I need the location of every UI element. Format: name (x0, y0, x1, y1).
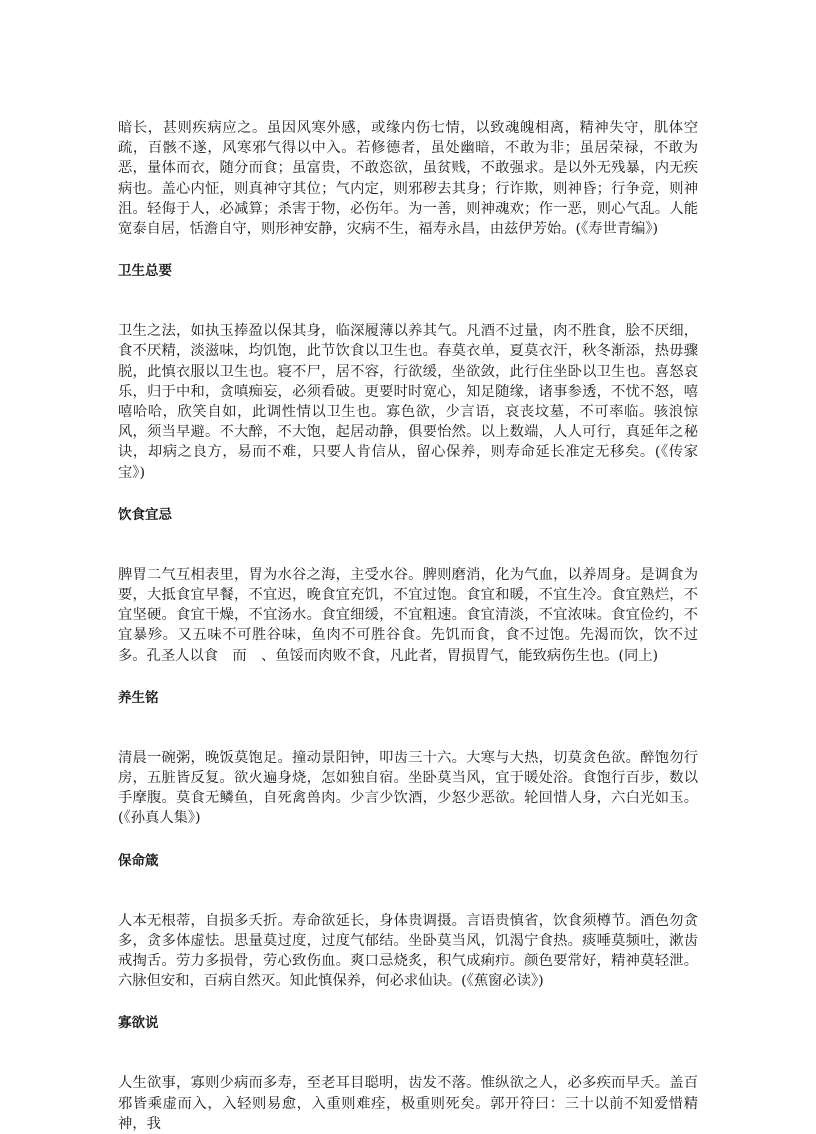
spacer (118, 666, 698, 688)
spacer (118, 991, 698, 1013)
spacer (118, 483, 698, 505)
spacer (118, 281, 698, 321)
section-heading-yinshi-yiji: 饮食宜忌 (118, 506, 172, 523)
spacer (118, 1033, 698, 1073)
section-heading-yangsheng-ming: 养生铭 (118, 689, 159, 706)
spacer (118, 239, 698, 261)
section-1-text: 卫生之法，如执玉捧盈以保其身，临深履薄以养其气。凡酒不过量，肉不胜食，脍不厌细，食不厌精，淡滋味，均饥饱，此节饮食以卫生也。春莫衣单，夏莫衣汗，秋冬渐添，热毋骤脱，此慎衣服以卫生也。寝不尸，居不容，行欲缓，坐欲敛，此行住坐卧以卫生也。喜怒哀乐，归于中和，贪嗔痴妄，必须看破。更要时时宽心，知足随缘，诸事参透，不忧不怒，嘻嘻哈哈，欣笑自如，此调性情以卫生也。寡色欲，少言语，哀丧坟墓，不可率临。骇浪惊风，须当早避。不大醉，不大饱，起居动静，俱要怡然。以上数端，人人可行，真延年之秘诀，却病之良方，易而不难，只要人肯信从，留心保养，则寿命延长准定无移矣。(《传家宝》) (118, 323, 698, 481)
section-4-text: 人本无根蒂，自损多夭折。寿命欲延长，身体贵调摄。言语贵慎省，饮食须樽节。酒色勿贪多，贪多体虚怯。思量莫过度，过度气郁结。坐卧莫当风，饥渴宁食热。痰唾莫频吐，漱齿戒掏舌。劳力多损骨，劳心致伤血。爽口忌烧炙，积气成痢疖。颜色要常好，精神莫轻泄。六脉但安和，百病自然灭。知此慎保养，何必求仙诀。(《蕉窗必读》) (118, 912, 698, 990)
section-3-text: 清晨一碗粥，晚饭莫饱足。撞动景阳钟，叩齿三十六。大寒与大热，切莫贪色欲。醉饱勿行房，五脏皆反复。欲火遍身烧，怎如独自宿。坐卧莫当风，宜于暖处浴。食饱行百步，数以手摩腹。莫食无鳞鱼，自死禽兽肉。少言少饮酒，少怒少恶欲。轮回惜人身，六白光如玉。(《孙真人集》) (118, 749, 698, 827)
spacer (118, 871, 698, 911)
section-heading-guayu-shuo: 寡欲说 (118, 1015, 159, 1032)
spacer (118, 708, 698, 748)
section-0-text: 暗长，甚则疾病应之。虽因风寒外感，或缘内伤七情，以致魂魄相离，精神失守，肌体空疏，百骸不遂，风寒邪气得以中入。若修德者，虽处幽暗，不敢为非；虽居荣禄，不敢为恶，量体而衣，随分而食；虽富贵，不敢恣欲，虽贫贱，不敢强求。是以外无残暴，内无疾病也。盖心内怔，则真神守其位；气内定，则邪秽去其身；行诈欺，则神昏；行争竞，则神沮。轻侮于人，必减算；杀害于物，必伤年。为一善，则神魂欢；作一恶，则心气乱。人能宽泰自居，恬澹自守，则形神安静，灾病不生，福寿永昌，由兹伊芳始。(《寿世青编》) (118, 120, 698, 238)
section-heading-weisheng-zongyao: 卫生总要 (118, 263, 172, 280)
document-page (118, 118, 698, 1134)
spacer (118, 829, 698, 851)
section-heading-baoming-zhen: 保命箴 (118, 852, 159, 869)
spacer (118, 525, 698, 565)
section-2-text: 脾胃二气互相表里，胃为水谷之海，主受水谷。脾则磨消，化为气血，以养周身。是调食为要，大抵食宜早餐，不宜迟，晚食宜充饥，不宜过饱。食宜和暖，不宜生冷。食宜熟烂，不宜坚硬。食宜干燥，不宜汤水。食宜细缓，不宜粗速。食宜清淡，不宜浓味。食宜俭约，不宜暴殄。又五味不可胜谷味，鱼肉不可胜谷食。先饥而食，食不过饱。先渴而饮，饮不过多。孔圣人以食 而 、鱼馁而肉败不食，凡此者，胃损胃气，能致病伤生也。(同上) (118, 566, 698, 664)
section-5-text: 人生欲事，寡则少病而多寿，至老耳目聪明，齿发不落。惟纵欲之人，必多疾而早夭。盖百邪皆乘虚而入，入轻则易愈，入重则难痊，极重则死矣。郭开符曰：三十以前不知爱惜精神，我 (118, 1075, 698, 1132)
